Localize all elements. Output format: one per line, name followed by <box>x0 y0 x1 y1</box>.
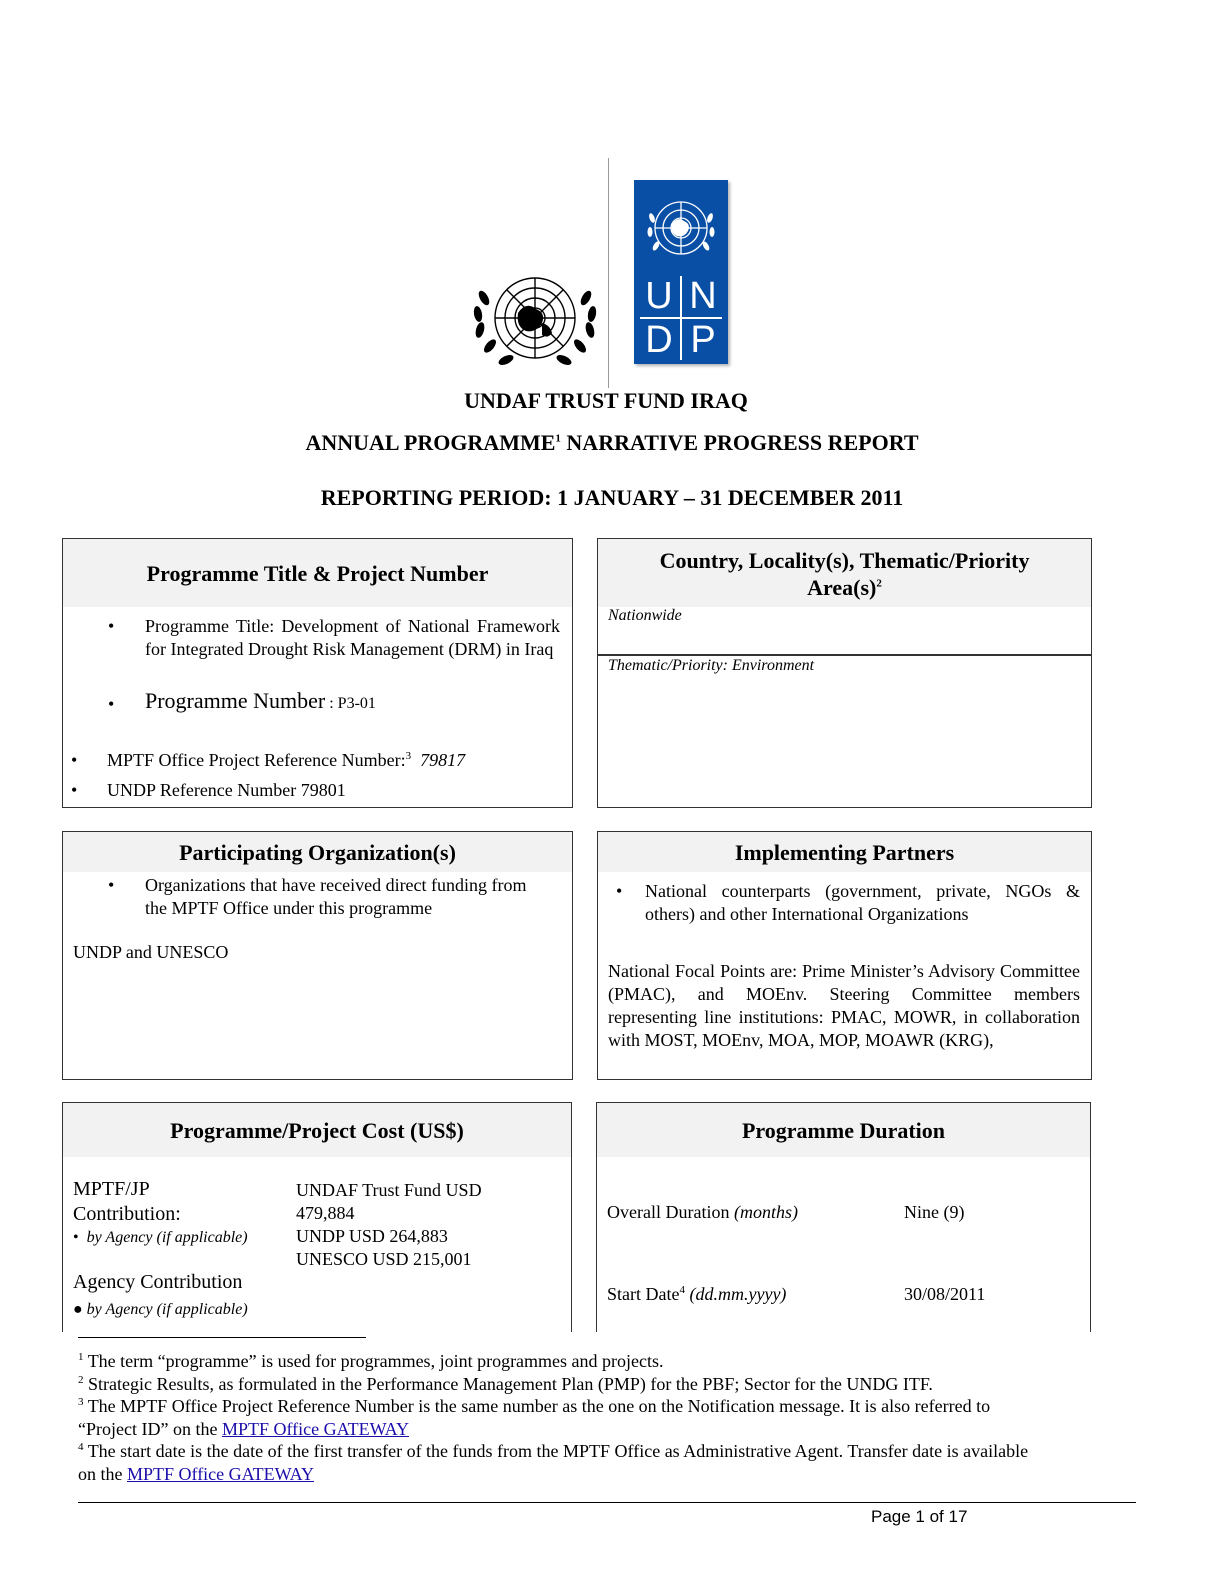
overall-duration-label-text: Overall Duration <box>607 1202 734 1222</box>
mptf-ref <box>107 749 561 772</box>
implementing-partners-bullet-text: National counterparts (government, private, NGOs & others) and other International Organizations <box>645 881 1080 924</box>
programme-number-value: : P3-01 <box>325 695 376 712</box>
start-date-label-text: Start Date <box>607 1284 680 1304</box>
reporting-period <box>0 485 1224 511</box>
country-divider <box>598 654 1092 656</box>
programme-title-box <box>62 538 573 808</box>
agency-contribution-label: Agency Contribution <box>73 1271 243 1293</box>
by-agency-1-text: by Agency (if applicable) <box>86 1229 248 1246</box>
overall-duration-value: Nine (9) <box>904 1202 965 1222</box>
country-heading-line2-wrap <box>598 574 1091 601</box>
footnote-2-text: Strategic Results, as formulated in the Performance Management Plan (PMP) for the PBF; Sector for the UNDG ITF. <box>88 1373 933 1394</box>
bullet-dot: • <box>71 750 78 770</box>
by-agency-1 <box>73 1229 248 1247</box>
participating-orgs-bullet-text: Organizations that have received direct funding from the MPTF Office under this programme <box>145 875 527 918</box>
programme-number-bullet <box>108 689 560 715</box>
footnote-4-num: 4 <box>78 1441 84 1453</box>
footnote-separator <box>78 1337 366 1338</box>
implementing-partners-box <box>597 831 1092 1080</box>
un-emblem-white-icon <box>634 180 728 270</box>
report-title <box>0 388 1224 414</box>
mptf-value-4: UNESCO USD 215,001 <box>296 1249 472 1269</box>
footnote-1 <box>78 1350 1138 1373</box>
country-heading-line2: Area(s) <box>807 575 877 600</box>
footnote-1-num: 1 <box>78 1351 84 1363</box>
by-agency-2 <box>73 1301 248 1319</box>
mptf-contribution-label <box>73 1177 181 1227</box>
country-locality-box <box>597 538 1092 808</box>
mptf-value-1: UNDAF Trust Fund USD <box>296 1180 482 1200</box>
mptf-contribution-values <box>296 1179 482 1271</box>
by-agency-2-text: by Agency (if applicable) <box>86 1301 248 1318</box>
bullet-dot: • <box>108 616 115 636</box>
country-locality-heading <box>598 539 1091 607</box>
footnote-4-text-a: The start date is the date of the first transfer of the funds from the MPTF Office as Administrative Agent. Transfer date is available <box>87 1441 1029 1461</box>
participating-orgs-heading: Participating Organization(s) <box>63 832 572 872</box>
footnote-3-text-b: “Project ID” on the <box>78 1418 222 1439</box>
programme-number <box>145 689 560 715</box>
bullet-dot: • <box>108 875 115 895</box>
start-date-format: (dd.mm.yyyy) <box>684 1284 787 1304</box>
undp-ref: UNDP Reference Number 79801 <box>107 780 346 800</box>
reporting-period-text: REPORTING PERIOD: 1 JANUARY – 31 DECEMBER 2011 <box>320 485 904 510</box>
mptf-gateway-link-1[interactable]: MPTF Office GATEWAY <box>221 1418 409 1439</box>
overall-duration-label <box>607 1202 798 1223</box>
logo-divider <box>608 158 609 388</box>
overall-duration-unit: (months) <box>733 1202 798 1222</box>
mptf-gateway-link-2[interactable]: MPTF Office GATEWAY <box>127 1463 314 1484</box>
bullet-dot: • <box>73 1229 87 1246</box>
bullet-dot: • <box>71 780 78 800</box>
report-title-text: UNDAF TRUST FUND IRAQ <box>464 388 748 413</box>
mptf-value-2: 479,884 <box>296 1203 355 1223</box>
bullet-dot: • <box>616 881 623 901</box>
participating-orgs-box <box>62 831 573 1080</box>
footnote-3-text-a: The MPTF Office Project Reference Number is the same number as the one on the Notification message. It is also referred to <box>87 1396 991 1416</box>
start-date-value: 30/08/2011 <box>904 1284 986 1304</box>
programme-cost-box <box>62 1102 572 1332</box>
mptf-label-line1: MPTF/JP <box>73 1178 150 1200</box>
undp-logo <box>634 180 728 364</box>
mptf-ref-value: 79817 <box>420 750 466 770</box>
footer-rule <box>78 1502 1136 1503</box>
programme-duration-box <box>596 1102 1091 1332</box>
participating-orgs-value: UNDP and UNESCO <box>73 942 229 962</box>
programme-cost-heading: Programme/Project Cost (US$) <box>63 1103 571 1157</box>
implementing-partners-paragraph: National Focal Points are: Prime Minister’s Advisory Committee (PMAC), and MOEnv. Steering Committee members representing line institutions: PMAC, MOWR, in collaboration with MOST, MOEnv, MOA, MOP, MOAWR (KRG), <box>608 961 1080 1050</box>
thematic-value: Thematic/Priority: Environment <box>608 657 815 674</box>
programme-title-heading: Programme Title & Project Number <box>63 539 572 607</box>
report-subtitle-b: NARRATIVE PROGRESS REPORT <box>560 430 919 455</box>
page-number: Page 1 of 17 <box>871 1507 968 1526</box>
undp-ref-bullet <box>71 779 561 802</box>
locality-value: Nationwide <box>608 607 682 624</box>
footnote-4-text-b: on the <box>78 1463 127 1484</box>
un-emblem-icon <box>468 268 602 372</box>
bullet-dot: • <box>108 694 115 714</box>
report-subtitle-a: ANNUAL PROGRAMME <box>305 430 556 455</box>
footnote-4-cont <box>78 1463 1138 1486</box>
undp-letter-n: N <box>689 275 717 317</box>
participating-orgs-bullet <box>108 874 528 920</box>
mptf-label-line2: Contribution: <box>73 1203 181 1225</box>
undp-letter-d: D <box>645 319 673 361</box>
country-heading-line1: Country, Locality(s), Thematic/Priority <box>659 548 1030 573</box>
programme-number-label: Programme Number <box>145 688 326 713</box>
footnotes <box>78 1350 1138 1485</box>
undp-grid-h <box>640 317 722 319</box>
undp-letter-u: U <box>645 275 673 317</box>
mptf-value-3: UNDP USD 264,883 <box>296 1226 448 1246</box>
mptf-ref-bullet <box>71 749 561 772</box>
footnote-4 <box>78 1440 1138 1463</box>
programme-title-text: Programme Title: Development of National Framework for Integrated Drought Risk Management (DRM) in Iraq <box>145 616 560 659</box>
start-date-sup: 4 <box>679 1284 685 1296</box>
programme-duration-heading: Programme Duration <box>597 1103 1090 1157</box>
footnote-3 <box>78 1395 1138 1418</box>
undp-letter-p: P <box>690 319 716 361</box>
footnote-2-num: 2 <box>78 1373 84 1386</box>
mptf-ref-sup: 3 <box>405 750 412 762</box>
footnote-2 <box>78 1373 1138 1396</box>
report-subtitle-sup: 1 <box>555 432 561 445</box>
implementing-partners-bullet <box>616 880 1080 926</box>
footnote-1-text: The term “programme” is used for programmes, joint programmes and projects. <box>87 1351 664 1371</box>
start-date-label <box>607 1284 786 1305</box>
bullet-dot: ● <box>73 1301 87 1318</box>
report-subtitle <box>0 430 1224 456</box>
implementing-partners-heading: Implementing Partners <box>598 832 1091 872</box>
footnote-3-cont <box>78 1418 1138 1441</box>
country-heading-sup: 2 <box>876 577 882 590</box>
footnote-3-num: 3 <box>78 1396 84 1408</box>
programme-title-bullet <box>108 615 560 661</box>
mptf-ref-label: MPTF Office Project Reference Number: <box>107 750 406 770</box>
